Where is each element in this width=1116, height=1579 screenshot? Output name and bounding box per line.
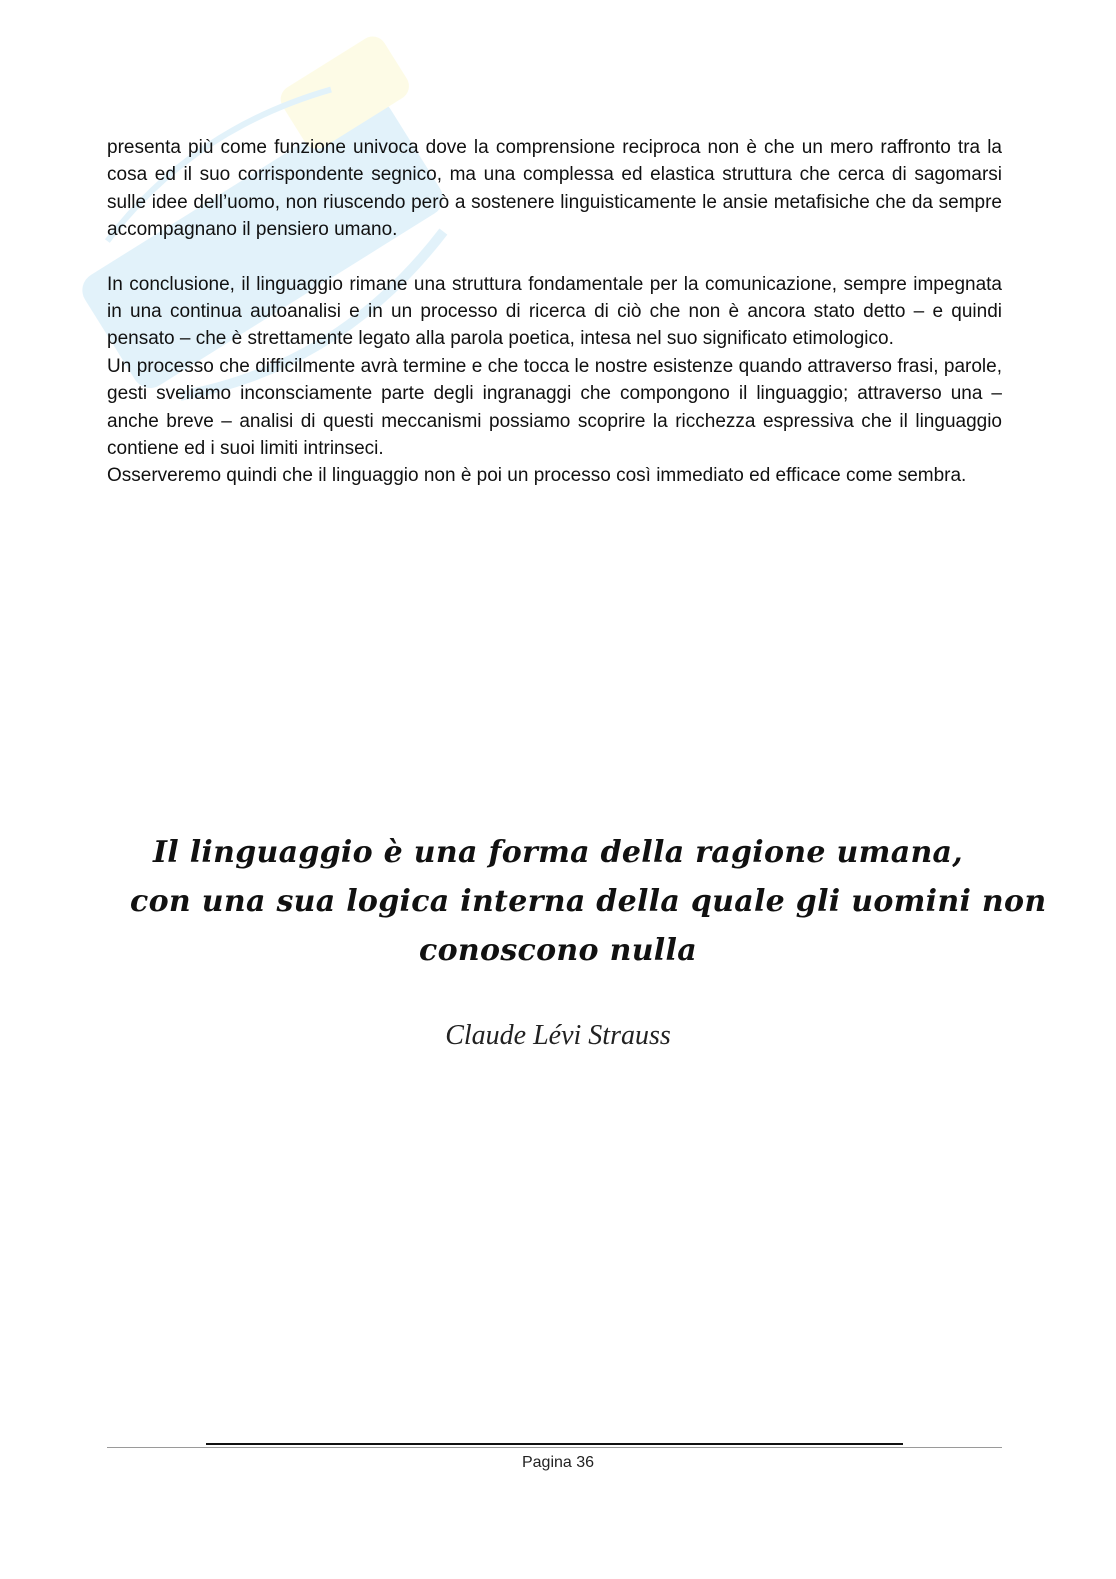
quote-line-2: con una sua logica interna della quale gli uomini non xyxy=(130,884,1047,919)
body-text xyxy=(107,134,1002,490)
page-number: Pagina 36 xyxy=(521,1454,595,1471)
paragraph-4: Osserveremo quindi che il linguaggio non è poi un processo così immediato ed efficace come sembra. xyxy=(107,465,967,487)
quote-block xyxy=(130,828,1047,975)
paragraph-2: In conclusione, il linguaggio rimane una struttura fondamentale per la comunicazione, sempre impegnata in una continua autoanalisi e in un processo di ricerca di ciò che non è ancora stato detto – e quindi pensato – che è strettamente legato alla parola poetica, intesa nel suo significato etimologico. xyxy=(107,273,1002,350)
quote-line-1: Il linguaggio è una forma della ragione umana, xyxy=(152,835,964,870)
quote-line-3: conoscono nulla xyxy=(419,933,697,968)
footer-underline xyxy=(206,1443,903,1445)
quote-author: Claude Lévi Strauss xyxy=(445,1020,671,1051)
paragraph-1: presenta più come funzione univoca dove la comprensione reciproca non è che un mero raffronto tra la cosa ed il suo corrispondente segnico, ma una complessa ed elastica struttura che cerca di sagomarsi sulle idee dell’uomo, non riuscendo però a sostenere linguisticamente le ansie metafisiche che da sempre accompagnano il pensiero umano. xyxy=(107,137,1002,241)
footer-divider xyxy=(107,1447,1002,1448)
paragraph-3: Un processo che difficilmente avrà termine e che tocca le nostre esistenze quando attraverso frasi, parole, gesti sveliamo inconsciamente parte degli ingranaggi che compongono il linguaggio; attraverso una – anche breve – analisi di questi meccanismi possiamo scoprire la ricchezza espressiva che il linguaggio contiene ed i suoi limiti intrinseci. xyxy=(107,355,1002,460)
